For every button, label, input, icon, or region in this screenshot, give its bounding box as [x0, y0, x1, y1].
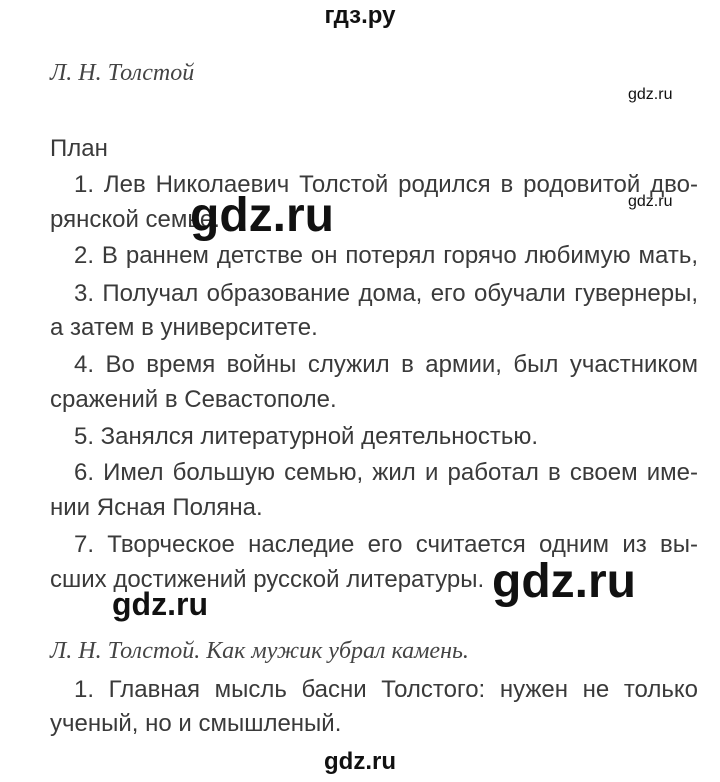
- text-line: сших достижений русской литературы.: [50, 566, 485, 593]
- site-header: гдз.ру: [324, 2, 396, 29]
- text-line: 5. Занялся литературной деятельностью.: [74, 423, 539, 450]
- watermark-big: gdz.ru: [492, 555, 636, 608]
- text-line: а затем в университете.: [50, 314, 318, 341]
- site-footer: gdz.ru: [324, 748, 396, 775]
- text-line: рянской семье.: [50, 206, 220, 233]
- author-heading: Л. Н. Толстой: [50, 60, 195, 86]
- text-line: 3. Получал образование дома, его обучали гувернеры,: [74, 280, 698, 307]
- text-line: 1. Главная мысль басни Толстого: нужен не только: [74, 676, 698, 703]
- text-line: сражений в Севастополе.: [50, 386, 337, 413]
- watermark-small: gdz.ru: [628, 193, 673, 210]
- fable-heading: Л. Н. Толстой. Как мужик убрал камень.: [50, 638, 469, 664]
- text-line: 1. Лев Николаевич Толстой родился в родовитой дво-: [74, 171, 698, 198]
- watermark-medium: gdz.ru: [112, 586, 208, 622]
- text-line: 6. Имел большую семью, жил и работал в своем име-: [74, 459, 698, 486]
- text-line: 7. Творческое наследие его считается одним из вы-: [74, 531, 698, 558]
- plan-heading: План: [50, 135, 108, 162]
- watermark-small: gdz.ru: [628, 86, 673, 103]
- watermark-big: gdz.ru: [190, 189, 334, 242]
- text-line: нии Ясная Поляна.: [50, 494, 263, 521]
- text-line: ученый, но и смышленый.: [50, 710, 342, 737]
- text-line: 4. Во время войны служил в армии, был участником: [74, 351, 698, 378]
- text-line: 2. В раннем детстве он потерял горячо любимую мать,: [74, 242, 698, 269]
